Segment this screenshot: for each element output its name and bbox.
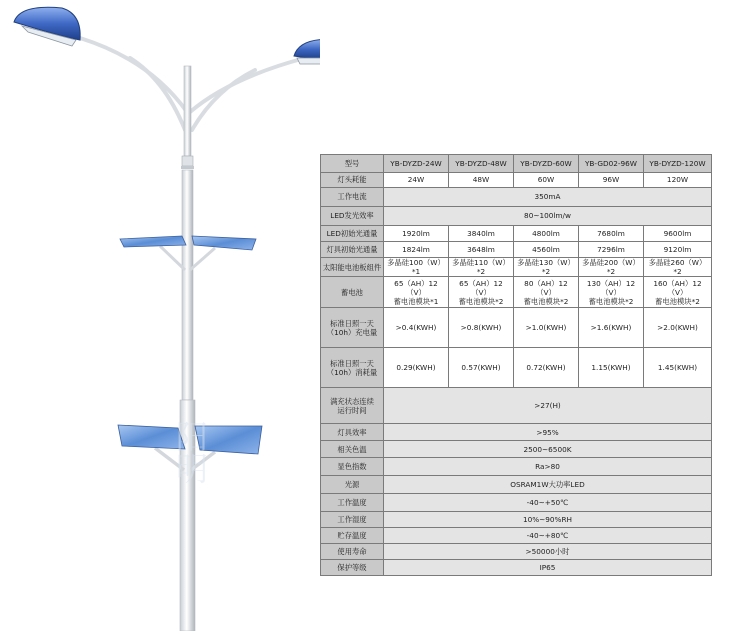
value-cell: 7296lm: [579, 242, 644, 258]
row-label: 工作温度: [321, 494, 384, 512]
value-cell: 4560lm: [514, 242, 579, 258]
pole: [180, 66, 195, 631]
row-label: 使用寿命: [321, 544, 384, 560]
value-cell: 多晶硅100（W）*1: [384, 258, 449, 277]
value-cell: 0.57(KWH): [449, 348, 514, 388]
value-cell: 9600lm: [644, 226, 712, 242]
row-label: 蓄电池: [321, 277, 384, 308]
value-cell: 多晶硅110（W）*2: [449, 258, 514, 277]
solar-street-light-illustration: [0, 0, 320, 631]
value-cell: 1.45(KWH): [644, 348, 712, 388]
table-row: [321, 458, 712, 476]
merged-value-cell: Ra>80: [384, 458, 712, 476]
row-label: 灯具初始光通量: [321, 242, 384, 258]
lamp-arms: [80, 38, 305, 130]
spec-table: [320, 154, 712, 576]
value-cell: 80（AH）12（V） 蓄电池模块*2: [514, 277, 579, 308]
table-row: [321, 424, 712, 441]
value-cell: 48W: [449, 173, 514, 188]
row-label: 标准日照一天 （10h）消耗量: [321, 348, 384, 388]
table-row: [321, 560, 712, 576]
table-row: [321, 308, 712, 348]
table-row: [321, 226, 712, 242]
merged-value-cell: >27(H): [384, 388, 712, 424]
row-label: 显色指数: [321, 458, 384, 476]
table-row: [321, 277, 712, 308]
spec-table-body: [321, 155, 712, 576]
value-cell: 120W: [644, 173, 712, 188]
table-row: [321, 388, 712, 424]
value-cell: 7680lm: [579, 226, 644, 242]
row-label: 灯头耗能: [321, 173, 384, 188]
value-cell: 0.72(KWH): [514, 348, 579, 388]
merged-value-cell: -40~+50℃: [384, 494, 712, 512]
watermark: 阳明: [171, 420, 209, 484]
model-name: YB-DYZD-120W: [644, 155, 712, 173]
table-row: [321, 242, 712, 258]
value-cell: 4800lm: [514, 226, 579, 242]
value-cell: 3648lm: [449, 242, 514, 258]
value-cell: 130（AH）12（V） 蓄电池模块*2: [579, 277, 644, 308]
row-label: 工作电流: [321, 188, 384, 207]
value-cell: 多晶硅130（W）*2: [514, 258, 579, 277]
table-row: [321, 173, 712, 188]
value-cell: 多晶硅260（W）*2: [644, 258, 712, 277]
merged-value-cell: 2500~6500K: [384, 441, 712, 458]
left-lamp-head: [14, 7, 80, 46]
value-cell: >1.6(KWH): [579, 308, 644, 348]
value-cell: 60W: [514, 173, 579, 188]
row-label: 太阳能电池板组件: [321, 258, 384, 277]
value-cell: 160（AH）12（V） 蓄电池模块*2: [644, 277, 712, 308]
merged-value-cell: -40~+80℃: [384, 528, 712, 544]
value-cell: 3840lm: [449, 226, 514, 242]
value-cell: >1.0(KWH): [514, 308, 579, 348]
row-label: 光源: [321, 476, 384, 494]
row-label: 灯具效率: [321, 424, 384, 441]
header-label: 型号: [321, 155, 384, 173]
model-name: YB-GD02-96W: [579, 155, 644, 173]
table-row: [321, 476, 712, 494]
row-label: 保护等级: [321, 560, 384, 576]
row-label: 标准日照一天 （10h）充电量: [321, 308, 384, 348]
value-cell: >0.8(KWH): [449, 308, 514, 348]
value-cell: 0.29(KWH): [384, 348, 449, 388]
value-cell: 96W: [579, 173, 644, 188]
merged-value-cell: IP65: [384, 560, 712, 576]
value-cell: 1.15(KWH): [579, 348, 644, 388]
model-name: YB-DYZD-48W: [449, 155, 514, 173]
model-name: YB-DYZD-60W: [514, 155, 579, 173]
row-label: 工作湿度: [321, 512, 384, 528]
merged-value-cell: 80~100lm/w: [384, 207, 712, 226]
value-cell: >2.0(KWH): [644, 308, 712, 348]
row-label: 相关色温: [321, 441, 384, 458]
table-row: [321, 258, 712, 277]
table-row: [321, 207, 712, 226]
table-header-row: [321, 155, 712, 173]
table-row: [321, 441, 712, 458]
table-row: [321, 528, 712, 544]
value-cell: 多晶硅200（W）*2: [579, 258, 644, 277]
merged-value-cell: >50000小时: [384, 544, 712, 560]
merged-value-cell: OSRAM1W大功率LED: [384, 476, 712, 494]
row-label: LED发光效率: [321, 207, 384, 226]
table-row: [321, 494, 712, 512]
right-lamp-head: [294, 39, 320, 64]
value-cell: >0.4(KWH): [384, 308, 449, 348]
table-row: [321, 544, 712, 560]
value-cell: 65（AH）12（V） 蓄电池模块*2: [449, 277, 514, 308]
table-row: [321, 348, 712, 388]
model-name: YB-DYZD-24W: [384, 155, 449, 173]
value-cell: 1920lm: [384, 226, 449, 242]
row-label: 贮存温度: [321, 528, 384, 544]
value-cell: 1824lm: [384, 242, 449, 258]
merged-value-cell: >95%: [384, 424, 712, 441]
row-label: 满充状态连续 运行时间: [321, 388, 384, 424]
value-cell: 24W: [384, 173, 449, 188]
row-label: LED初始光通量: [321, 226, 384, 242]
merged-value-cell: 10%~90%RH: [384, 512, 712, 528]
value-cell: 9120lm: [644, 242, 712, 258]
table-row: [321, 188, 712, 207]
table-row: [321, 512, 712, 528]
value-cell: 65（AH）12（V） 蓄电池模块*1: [384, 277, 449, 308]
merged-value-cell: 350mA: [384, 188, 712, 207]
